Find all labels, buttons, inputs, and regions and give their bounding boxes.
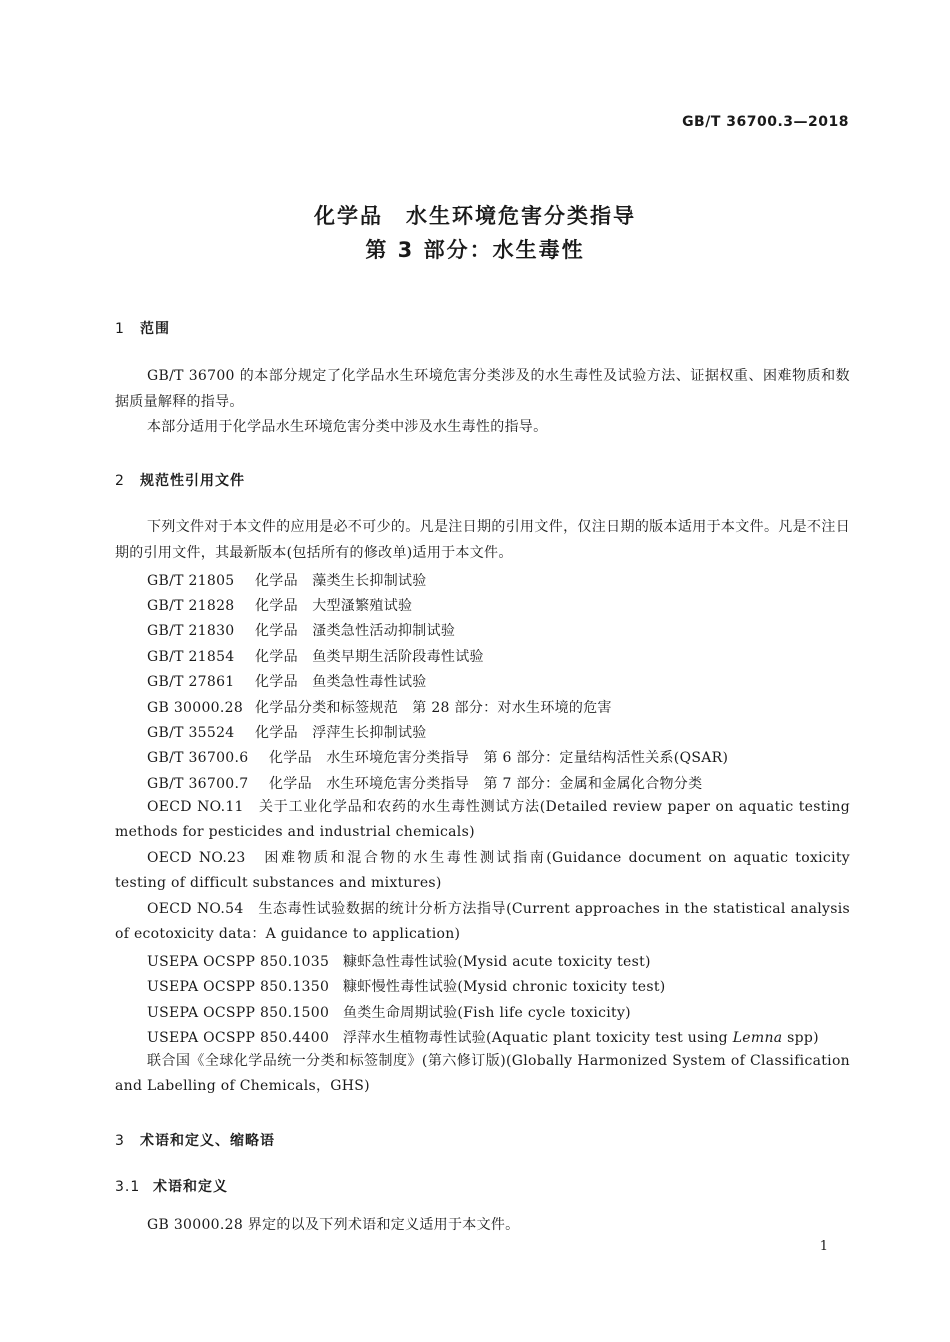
reference-code: GB/T 27861 bbox=[147, 674, 235, 690]
section-number: 3 bbox=[115, 1133, 125, 1149]
reference-title: 化学品 溞类急性活动抑制试验 bbox=[255, 623, 456, 639]
reference-item bbox=[147, 697, 612, 717]
reference-item bbox=[147, 646, 484, 666]
section-2-heading bbox=[115, 470, 245, 490]
section-number: 3.1 bbox=[115, 1179, 141, 1195]
page-number: 1 bbox=[819, 1239, 828, 1254]
reference-ghs: 联合国《全球化学品统一分类和标签制度》(第六修订版)(Globally Harmonized System of Classification and Labelling of Chemicals，GHS) bbox=[115, 1053, 850, 1095]
paragraph: 本部分适用于化学品水生环境危害分类中涉及水生毒性的指导。 bbox=[147, 419, 548, 435]
section-title: 范围 bbox=[140, 321, 170, 337]
reference-code: USEPA OCSPP 850.4400 bbox=[147, 1030, 330, 1046]
reference-oecd-54: OECD NO.54 生态毒性试验数据的统计分析方法指导(Current approaches in the statistical analysis of ecotoxicity data：A guidance to application) bbox=[115, 901, 850, 943]
reference-oecd-23: OECD NO.23 困难物质和混合物的水生毒性测试指南(Guidance document on aquatic toxicity testing of difficult substances and mixtures) bbox=[115, 850, 850, 892]
reference-title: 化学品 水生环境危害分类指导 第 7 部分：金属和金属化合物分类 bbox=[269, 776, 703, 792]
section-3-heading bbox=[115, 1130, 275, 1150]
section-2-intro bbox=[115, 515, 850, 566]
reference-code: GB/T 21830 bbox=[147, 623, 235, 639]
section-3-1-body: GB 30000.28 界定的以及下列术语和定义适用于本文件。 bbox=[147, 1217, 520, 1233]
section-title: 术语和定义、缩略语 bbox=[140, 1133, 275, 1149]
reference-title: 浮萍水生植物毒性试验(Aquatic plant toxicity test using bbox=[343, 1030, 733, 1046]
reference-code: GB/T 21854 bbox=[147, 649, 235, 665]
reference-code: USEPA OCSPP 850.1350 bbox=[147, 979, 330, 995]
document-title-line2: 第 3 部分：水生毒性 bbox=[365, 238, 585, 262]
reference-title: 化学品 鱼类早期生活阶段毒性试验 bbox=[255, 649, 484, 665]
reference-item bbox=[147, 722, 427, 742]
reference-title: 化学品 藻类生长抑制试验 bbox=[255, 573, 427, 589]
standard-code: GB/T 36700.3—2018 bbox=[682, 114, 849, 130]
reference-item bbox=[147, 570, 427, 590]
reference-code: GB/T 36700.7 bbox=[147, 776, 249, 792]
section-1-heading bbox=[115, 318, 170, 338]
reference-item bbox=[147, 1002, 631, 1022]
reference-title-italic: Lemna bbox=[732, 1030, 783, 1046]
reference-title: 鱼类生命周期试验(Fish life cycle toxicity) bbox=[343, 1005, 631, 1021]
section-title: 术语和定义 bbox=[153, 1179, 228, 1195]
reference-item bbox=[147, 976, 666, 996]
reference-title: 化学品 水生环境危害分类指导 第 6 部分：定量结构活性关系(QSAR) bbox=[269, 750, 729, 766]
reference-code: GB/T 21828 bbox=[147, 598, 235, 614]
reference-code: GB/T 21805 bbox=[147, 573, 235, 589]
reference-item bbox=[147, 671, 427, 691]
reference-title: 化学品 鱼类急性毒性试验 bbox=[255, 674, 427, 690]
reference-oecd-11: OECD NO.11 关于工业化学品和农药的水生毒性测试方法(Detailed review paper on aquatic testing methods for pesticides and industrial chemicals) bbox=[115, 799, 850, 841]
reference-code: USEPA OCSPP 850.1035 bbox=[147, 954, 330, 970]
reference-code: GB 30000.28 bbox=[147, 700, 244, 716]
section-number: 1 bbox=[115, 321, 125, 337]
reference-code: GB/T 35524 bbox=[147, 725, 235, 741]
section-number: 2 bbox=[115, 473, 125, 489]
reference-item bbox=[147, 773, 702, 793]
reference-code: GB/T 36700.6 bbox=[147, 750, 249, 766]
reference-title: 糠虾急性毒性试验(Mysid acute toxicity test) bbox=[343, 954, 651, 970]
reference-item bbox=[147, 595, 412, 615]
section-title: 规范性引用文件 bbox=[140, 473, 245, 489]
reference-title-end: spp) bbox=[782, 1030, 819, 1046]
paragraph: 下列文件对于本文件的应用是必不可少的。凡是注日期的引用文件，仅注日期的版本适用于本文件。凡是不注日期的引用文件，其最新版本(包括所有的修改单)适用于本文件。 bbox=[115, 519, 850, 561]
reference-title: 化学品 浮萍生长抑制试验 bbox=[255, 725, 427, 741]
reference-title: 化学品 大型溞繁殖试验 bbox=[255, 598, 413, 614]
reference-title: 糠虾慢性毒性试验(Mysid chronic toxicity test) bbox=[343, 979, 666, 995]
paragraph: GB/T 36700 的本部分规定了化学品水生环境危害分类涉及的水生毒性及试验方法、证据权重、困难物质和数据质量解释的指导。 bbox=[115, 368, 850, 410]
section-1-body bbox=[115, 364, 850, 441]
reference-title: 化学品分类和标签规范 第 28 部分：对水生环境的危害 bbox=[255, 700, 612, 716]
reference-item bbox=[147, 620, 455, 640]
document-title-line1: 化学品 水生环境危害分类指导 bbox=[314, 204, 636, 228]
reference-code: USEPA OCSPP 850.1500 bbox=[147, 1005, 330, 1021]
reference-item bbox=[147, 747, 728, 767]
reference-item bbox=[147, 1027, 819, 1047]
section-3-1-heading bbox=[115, 1176, 228, 1196]
reference-item bbox=[147, 951, 651, 971]
